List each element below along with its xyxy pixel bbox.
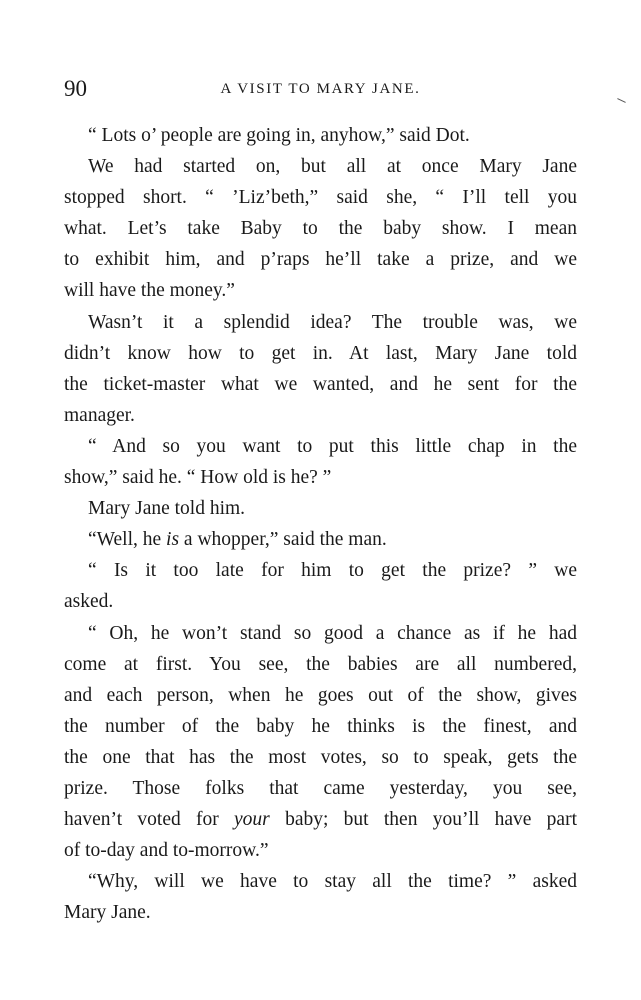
text-line: “ Is it too late for him to get the prize? ” we — [88, 560, 577, 582]
text-line: Mary Jane. — [64, 902, 151, 924]
text-fragment: haven’t voted for — [64, 809, 235, 831]
text-line: stopped short. “ ’Liz’beth,” said she, “ I’ll tell you — [64, 187, 577, 209]
text-line: of to-day and to-morrow.” — [64, 840, 269, 862]
paragraph — [64, 120, 577, 151]
text-line: Wasn’t it a splendid idea? The trouble was, we — [88, 311, 577, 333]
paragraph — [64, 618, 577, 867]
running-title: A VISIT TO MARY JANE. — [220, 81, 421, 97]
emphasis-text: your — [234, 809, 270, 831]
text-line: the ticket-master what we wanted, and he sent for the — [64, 373, 577, 395]
text-fragment: a whopper,” said the man. — [179, 529, 387, 551]
paragraph — [64, 431, 577, 493]
page-number: 90 — [64, 76, 87, 101]
text-fragment: “Well, he — [88, 529, 167, 551]
page-header — [64, 76, 577, 102]
text-line — [64, 804, 577, 835]
text-line: prize. Those folks that came yesterday, you see, — [64, 777, 577, 799]
margin-mark — [617, 98, 626, 103]
text-line: asked. — [64, 591, 114, 613]
text-line — [64, 524, 577, 555]
text-line: “ Lots o’ people are going in, anyhow,” said Dot. — [88, 125, 470, 146]
emphasis-text: is — [166, 529, 180, 551]
text-line: “Why, will we have to stay all the time? ” asked — [88, 871, 577, 893]
text-line: manager. — [64, 404, 135, 426]
text-line: to exhibit him, and p’raps he’ll take a prize, and we — [64, 249, 577, 271]
text-line: “ Oh, he won’t stand so good a chance as if he had — [88, 622, 577, 644]
paragraph — [64, 866, 577, 928]
text-line: the number of the baby he thinks is the finest, and — [64, 715, 577, 737]
paragraph — [64, 307, 577, 431]
text-line: Mary Jane told him. — [88, 498, 246, 520]
text-line: and each person, when he goes out of the show, gives — [64, 684, 577, 706]
text-line: what. Let’s take Baby to the baby show. I mean — [64, 218, 577, 240]
text-line: show,” said he. “ How old is he? ” — [64, 467, 332, 489]
text-line: We had started on, but all at once Mary Jane — [88, 156, 577, 178]
text-line: will have the money.” — [64, 280, 235, 302]
text-line: come at first. You see, the babies are all numbered, — [64, 653, 577, 675]
page-body — [64, 120, 577, 928]
text-fragment: baby; but then you’ll have part — [269, 809, 577, 831]
text-line: didn’t know how to get in. At last, Mary Jane told — [64, 342, 577, 364]
paragraph — [64, 524, 577, 555]
text-line: “ And so you want to put this little chap in the — [88, 435, 577, 457]
text-line: the one that has the most votes, so to speak, gets the — [64, 746, 577, 768]
paragraph — [64, 151, 577, 306]
paragraph — [64, 555, 577, 617]
paragraph — [64, 493, 577, 524]
